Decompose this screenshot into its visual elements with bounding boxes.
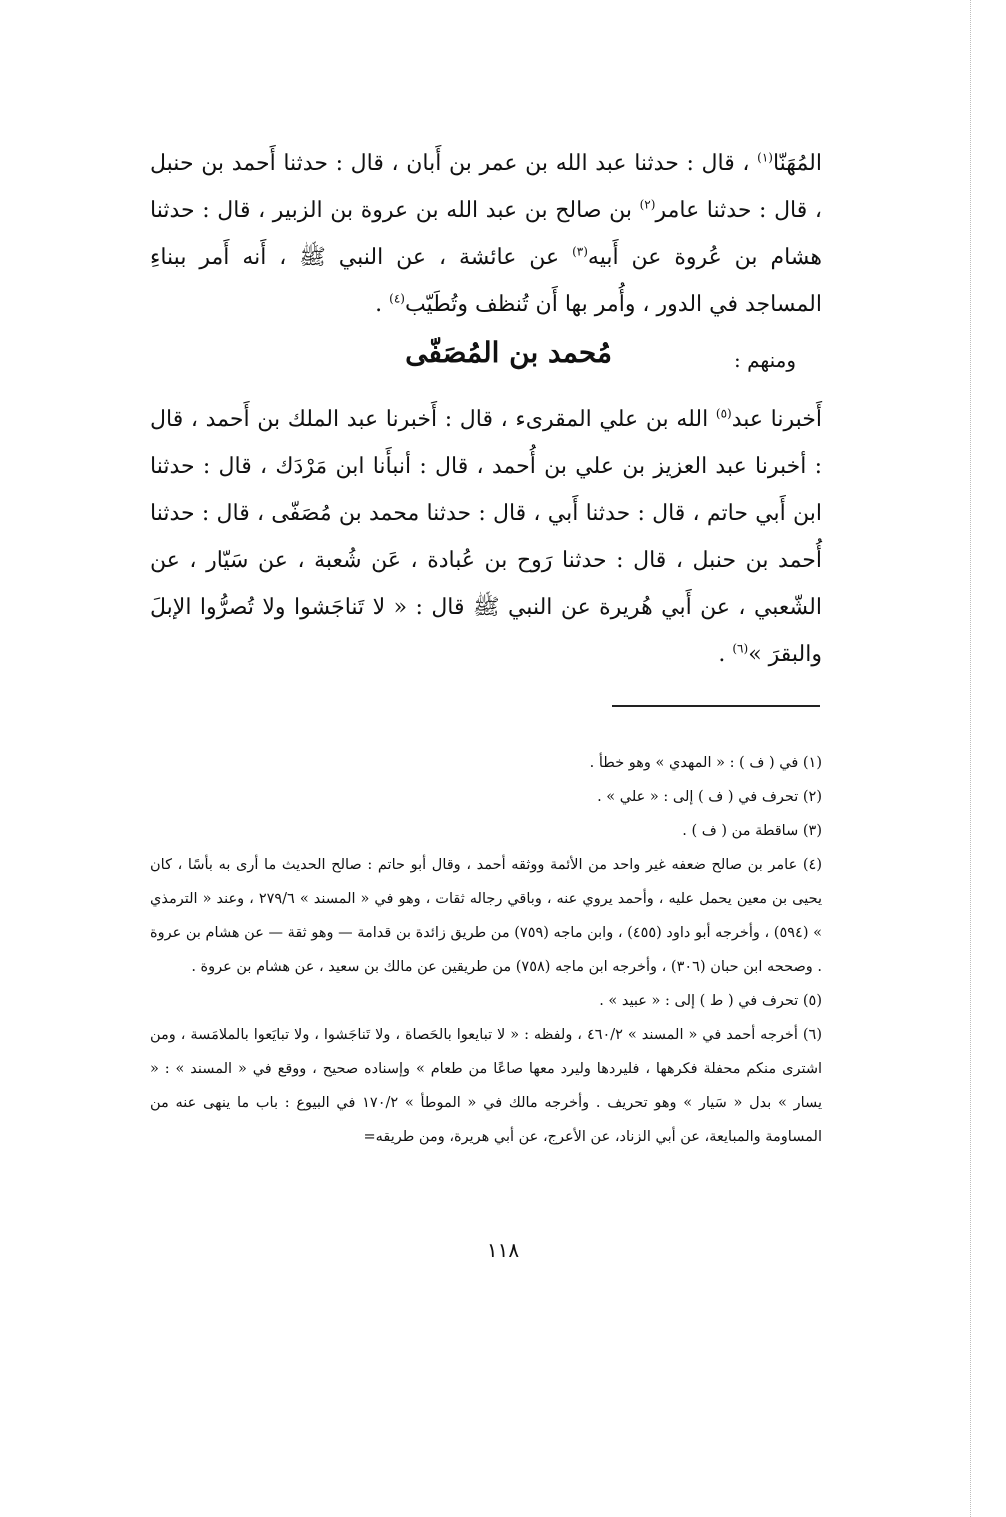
heading-prefix: ومنهم : <box>733 348 796 372</box>
para2-text-end: . <box>718 642 733 667</box>
footnote-6: (٦) أخرجه أحمد في « المسند » ٤٦٠/٢ ، ولفظه : « لا تبايعوا بالحَصاة ، ولا تَناجَشوا ، ولا تبايَعوا بالملامَسة ، ومن اشترى منكم محفلة فكرهها ، فليردها وليرد معها صاعًا من طعام » وإسناده صحيح ، ووقع في « المسند » : « يسار » بدل « سَيار » وهو تحريف . وأخرجه مالك في « الموطأ » ١٧٠/٢ في البيوع : باب ما ينهى عنه من المساومة والمبايعة، عن أبي الزناد، عن الأعرج، عن أبي هريرة، ومن طريقه= <box>150 1027 822 1145</box>
section-heading <box>150 334 822 396</box>
para2-text-b: الله بن علي المقرىء ، قال : أَخبرنا عبد الملك بن أَحمد ، قال : أخبرنا عبد العزيز بن علي بن أُحمد ، قال : أنبأَنا ابن مَرْدَك ، قال : حدثنا ابن أَبي حاتم ، قال : حدثنا أَبي ، قال : حدثنا محمد بن مُصَفّى ، قال : حدثنا أُحمد بن حنبل ، قال : حدثنا رَوح بن عُبادة ، عَن شُعبة ، عن سَيّار ، عن الشّعبي ، عن أَبي هُريرة عن النبي ﷺ قال : « لا تَناجَشوا ولا تُصرُّوا الإبلَ والبقرَ » <box>150 407 822 667</box>
footnote-ref-3: (٣) <box>572 244 588 259</box>
para1-text-d: عن عائشة ، عن النبي ﷺ ، أَنه أَمر ببناءِ المساجد في الدور ، وأُمر بها أَن تُنظف وتُطَيّب <box>150 245 822 317</box>
heading-name: مُحمد بن المُصَفّى <box>405 336 612 369</box>
page-edge-line <box>970 0 971 1517</box>
footnote-1: (١) في ( ف ) : « المهدي » وهو خطأ . <box>589 755 822 771</box>
footnotes-block <box>150 746 822 1154</box>
paragraph-1 <box>150 140 822 328</box>
footnote-5: (٥) تحرف في ( ط ) إلى : « عبيد » . <box>599 993 822 1009</box>
para1-text-c: بن صالح بن عبد الله بن عروة بن الزبير ، قال : حدثنا هشام بن عُروة عن أَبيه <box>150 198 822 270</box>
footnote-4: (٤) عامر بن صالح ضعفه غير واحد من الأئمة ووثقه أحمد ، وقال أبو حاتم : صالح الحديث ما أرى به بأسًا ، كان يحيى بن معين يحمل عليه ، وأحمد يروي عنه ، وباقي رجاله ثقات ، وهو في « المسند » ٢٧٩/٦ ، وعند « الترمذي » (٥٩٤) ، وأخرجه أبو داود (٤٥٥) ، وابن ماجه (٧٥٩) من طريق زائدة بن قدامة — وهو ثقة — عن هشام بن عروة . وصححه ابن حبان (٣٠٦) ، وأخرجه ابن ماجه (٧٥٨) من طريقين عن مالك بن سعيد ، عن هشام بن عروة . <box>150 857 822 975</box>
footnote-ref-6: (٦) <box>732 641 749 656</box>
footnote-ref-4: (٤) <box>389 291 405 306</box>
footnote-ref-1: (١) <box>757 150 773 165</box>
footnote-2: (٢) تحرف في ( ف ) إلى : « علي » . <box>597 789 822 805</box>
main-text-block <box>150 140 822 678</box>
footnote-ref-2: (٢) <box>639 197 656 212</box>
para1-text-end: . <box>375 292 390 317</box>
footnote-separator <box>612 705 820 707</box>
para2-text-a: أَخبرنا عبد <box>731 407 823 432</box>
para1-text-a: المُهَنّا <box>772 151 822 176</box>
para1-text-b: ، قال : حدثنا عبد الله بن عمر بن أَبان ، قال : حدثنا أَحمد بن حنبل ، قال : حدثنا عامر <box>150 151 822 223</box>
footnote-ref-5: (٥) <box>715 406 732 421</box>
paragraph-2 <box>150 396 822 678</box>
page-number: ١١٨ <box>486 1238 520 1262</box>
footnote-3: (٣) ساقطة من ( ف ) . <box>682 823 822 839</box>
